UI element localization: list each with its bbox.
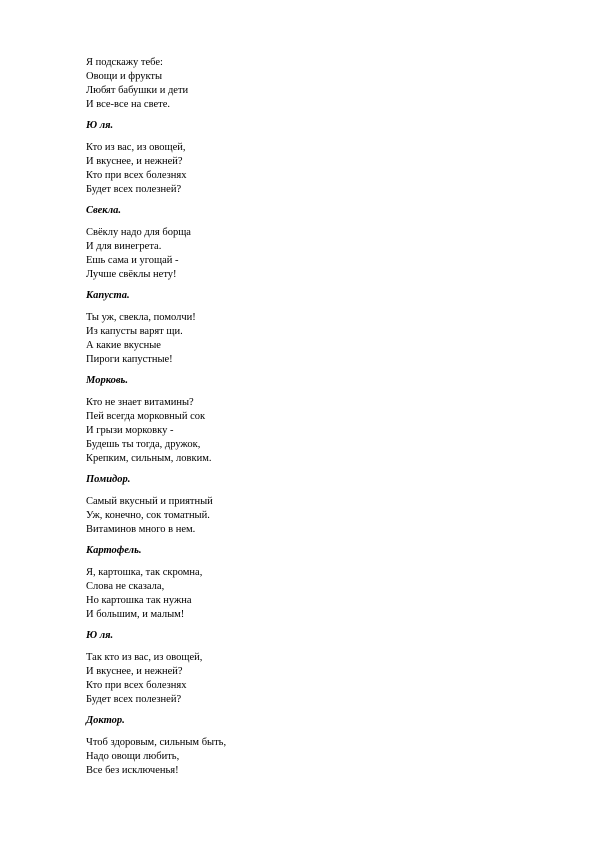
dialogue-block-intro: [86, 56, 526, 112]
stanza: [86, 311, 526, 367]
verse-line: И большим, и малым!: [86, 609, 185, 620]
verse-line: Но картошка так нужна: [86, 595, 192, 606]
speaker-name: Морковь.: [86, 375, 128, 386]
verse-line: Кто не знает витамины?: [86, 397, 194, 408]
verse-line: И для винегрета.: [86, 241, 162, 252]
speaker-name: Помидор.: [86, 474, 131, 485]
verse-line: Кто при всех болезнях: [86, 680, 187, 691]
dialogue-block-cabbage: [86, 289, 526, 367]
verse-line: Будет всех полезней?: [86, 694, 182, 705]
dialogue-block-potato: [86, 544, 526, 622]
stanza: [86, 566, 526, 622]
verse-line: И грызи морковку -: [86, 425, 174, 436]
dialogue-block-yulya: [86, 119, 526, 197]
verse-line: Пей всегда морковный сок: [86, 411, 206, 422]
verse-line: Свёклу надо для борща: [86, 227, 191, 238]
stanza: [86, 736, 526, 778]
verse-line: Уж, конечно, сок томатный.: [86, 510, 210, 521]
verse-line: Так кто из вас, из овощей,: [86, 652, 203, 663]
stanza: [86, 141, 526, 197]
verse-line: Кто при всех болезнях: [86, 170, 187, 181]
play-script: [86, 56, 526, 778]
verse-line: Надо овощи любить,: [86, 751, 180, 762]
dialogue-block-tomato: [86, 473, 526, 537]
speaker-name: Ю ля.: [86, 630, 114, 641]
stanza: [86, 396, 526, 466]
verse-line: Ты уж, свекла, помолчи!: [86, 312, 196, 323]
verse-line: Будешь ты тогда, дружок,: [86, 439, 201, 450]
stanza: [86, 651, 526, 707]
verse-line: Пироги капустные!: [86, 354, 173, 365]
verse-line: Чтоб здоровым, сильным быть,: [86, 737, 227, 748]
speaker-name: Капуста.: [86, 290, 130, 301]
dialogue-block-doctor: [86, 714, 526, 778]
verse-line: А какие вкусные: [86, 340, 161, 351]
dialogue-block-carrot: [86, 374, 526, 466]
verse-line: Витаминов много в нем.: [86, 524, 196, 535]
verse-line: Будет всех полезней?: [86, 184, 182, 195]
verse-line: Лучше свёклы нету!: [86, 269, 177, 280]
verse-line: Овощи и фрукты: [86, 71, 163, 82]
verse-line: Слова не сказала,: [86, 581, 165, 592]
verse-line: Крепким, сильным, ловким.: [86, 453, 212, 464]
verse-line: И вкуснее, и нежней?: [86, 666, 183, 677]
verse-line: Из капусты варят щи.: [86, 326, 183, 337]
stanza: [86, 495, 526, 537]
speaker-name: Свекла.: [86, 205, 122, 216]
verse-line: Кто из вас, из овощей,: [86, 142, 186, 153]
speaker-name: Картофель.: [86, 545, 142, 556]
verse-line: Ешь сама и угощай -: [86, 255, 179, 266]
stanza: [86, 226, 526, 282]
verse-line: Самый вкусный и приятный: [86, 496, 213, 507]
stanza: [86, 56, 526, 112]
speaker-name: Ю ля.: [86, 120, 114, 131]
dialogue-block-beet: [86, 204, 526, 282]
speaker-name: Доктор.: [86, 715, 125, 726]
verse-line: Я подскажу тебе:: [86, 57, 163, 68]
dialogue-block-yulya-2: [86, 629, 526, 707]
verse-line: Любят бабушки и дети: [86, 85, 189, 96]
verse-line: И вкуснее, и нежней?: [86, 156, 183, 167]
verse-line: Я, картошка, так скромна,: [86, 567, 203, 578]
verse-line: Все без исключенья!: [86, 765, 179, 776]
verse-line: И все-все на свете.: [86, 99, 171, 110]
